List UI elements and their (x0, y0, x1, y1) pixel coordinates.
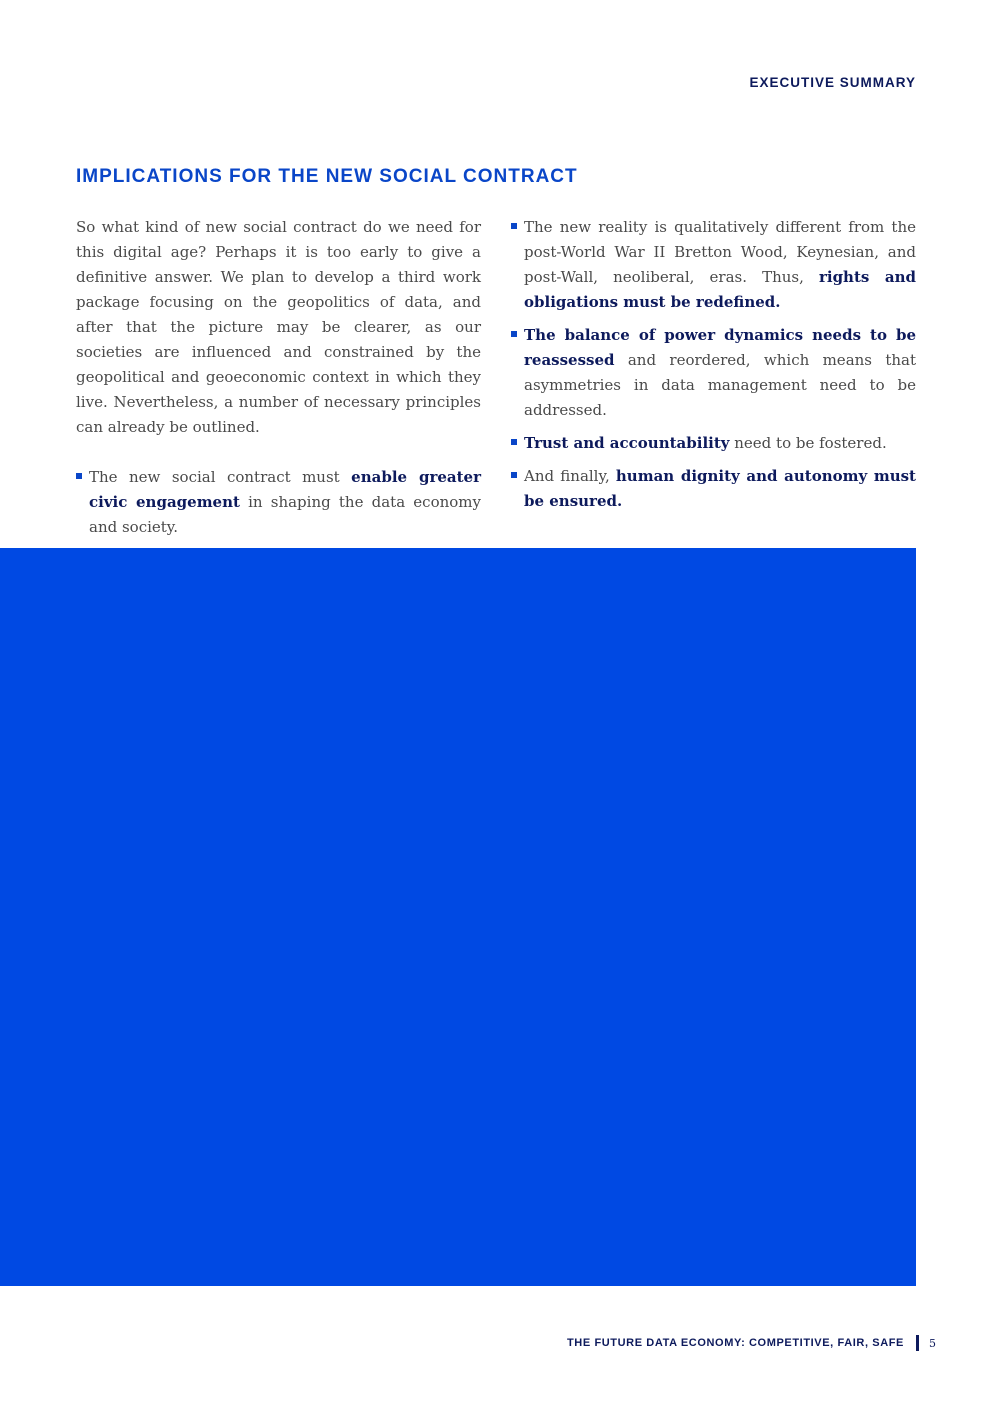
list-item (511, 431, 916, 456)
right-bullet-list (511, 215, 916, 514)
bullet-bold-text: The balance of power dynamics needs to be reassessed (524, 326, 916, 369)
bullet-bold-text: rights and obligations must be redefined. (524, 268, 916, 311)
page-footer (567, 1335, 936, 1351)
square-bullet-icon (511, 331, 517, 337)
left-bullet-list (76, 465, 481, 540)
bullet-text: And finally, (524, 467, 616, 485)
bullet-text: and reordered, which means that asymmetries in data management need to be addressed. (524, 351, 916, 419)
bullet-text: in shaping the data economy and society. (89, 493, 481, 536)
square-bullet-icon (511, 439, 517, 445)
footer-divider (916, 1335, 919, 1351)
image-placeholder-block (0, 548, 916, 1286)
bullet-bold-text: enable greater civic engagement (89, 468, 481, 511)
right-column (511, 215, 916, 522)
bullet-text: need to be fostered. (729, 434, 887, 452)
list-item (511, 464, 916, 514)
left-column (76, 215, 481, 548)
page-number: 5 (929, 1336, 936, 1350)
list-item (511, 323, 916, 423)
square-bullet-icon (511, 223, 517, 229)
section-title: IMPLICATIONS FOR THE NEW SOCIAL CONTRACT (76, 166, 578, 187)
bullet-text: The new social contract must (89, 468, 352, 486)
bullet-bold-text: human dignity and autonomy must be ensured. (524, 467, 916, 510)
bullet-bold-text: Trust and accountability (524, 434, 730, 452)
bullet-text: The new reality is qualitatively different from the post-World War II Bretton Wood, Keynesian, and post-Wall, neoliberal, eras. Thus, (524, 218, 916, 286)
square-bullet-icon (76, 473, 82, 479)
square-bullet-icon (511, 472, 517, 478)
running-header: EXECUTIVE SUMMARY (749, 75, 916, 90)
intro-paragraph: So what kind of new social contract do we need for this digital age? Perhaps it is too early to give a definitive answer. We plan to develop a third work package focusing on the geopolitics of data, and after that the picture may be clearer, as our societies are influenced and constrained by the geopolitical and geoeconomic context in which they live. Nevertheless, a number of necessary principles can already be outlined. (76, 218, 481, 436)
footer-title: THE FUTURE DATA ECONOMY: COMPETITIVE, FAIR, SAFE (566, 1337, 904, 1349)
list-item (511, 215, 916, 315)
list-item (76, 465, 481, 540)
